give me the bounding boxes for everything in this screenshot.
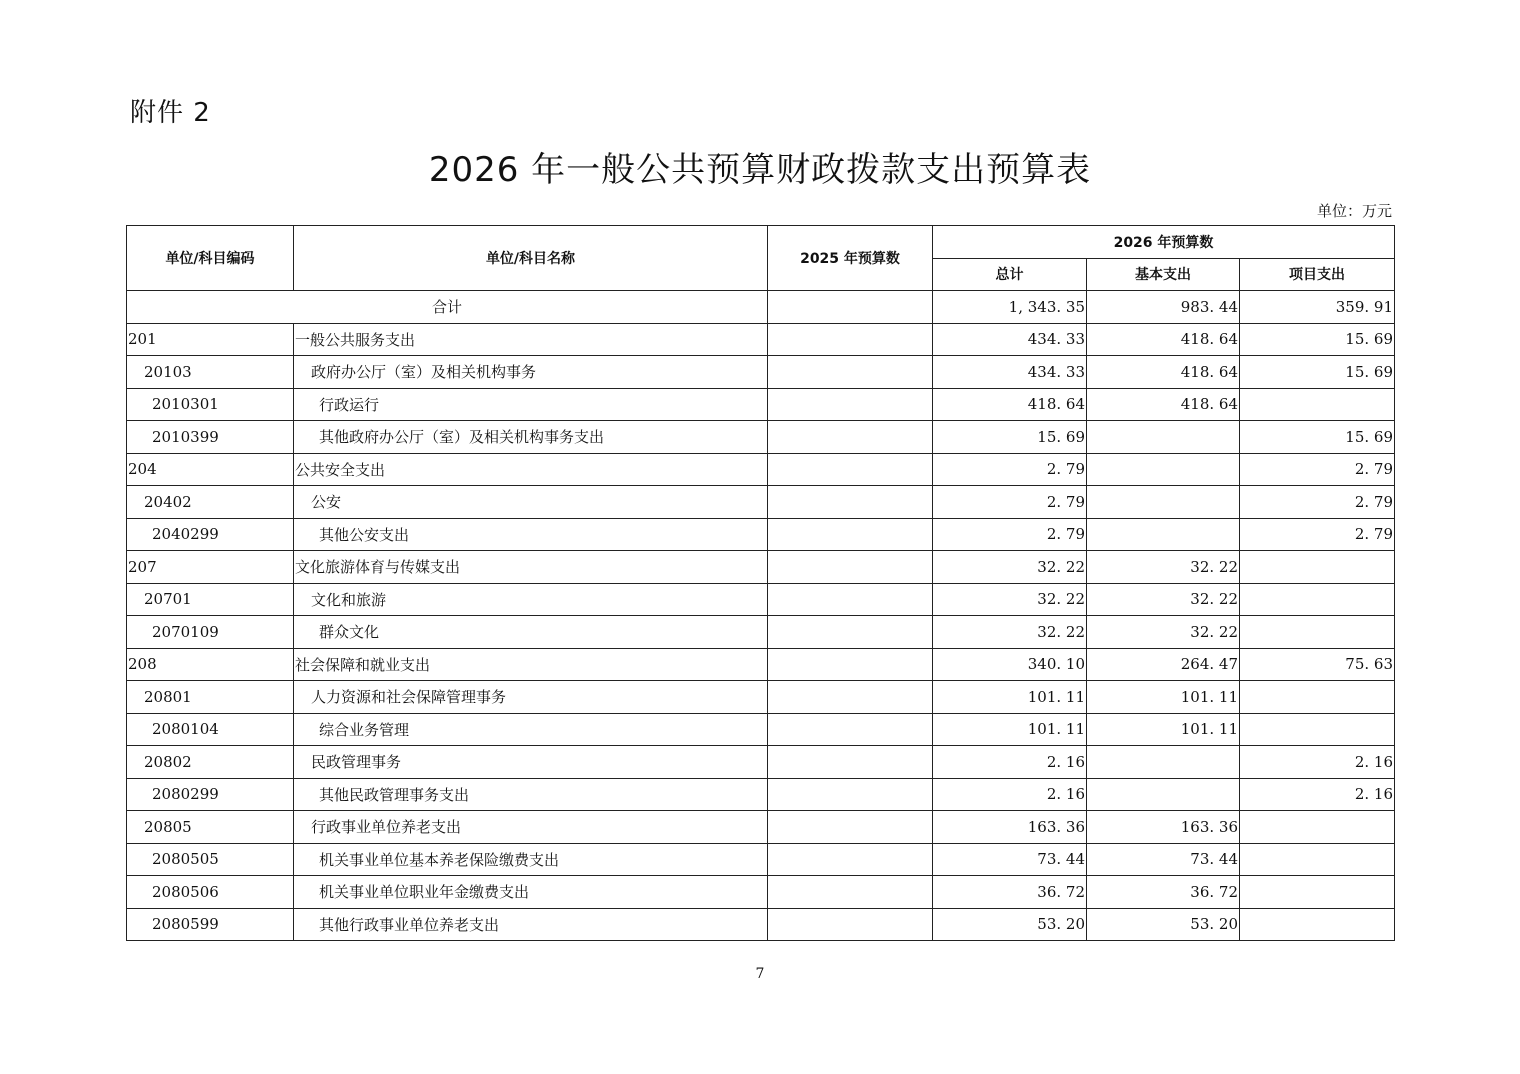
row-code: 20402 <box>127 486 294 519</box>
table-row <box>127 648 1395 681</box>
row-project <box>1240 551 1395 584</box>
row-total: 2. 16 <box>933 746 1087 779</box>
row-total: 101. 11 <box>933 681 1087 714</box>
table-body <box>127 291 1395 941</box>
row-prev-year <box>768 421 933 454</box>
row-code: 20103 <box>127 356 294 389</box>
row-basic: 36. 72 <box>1087 876 1240 909</box>
row-prev-year <box>768 908 933 941</box>
row-project <box>1240 908 1395 941</box>
row-code: 2010399 <box>127 421 294 454</box>
row-project: 2. 79 <box>1240 486 1395 519</box>
row-total: 32. 22 <box>933 551 1087 584</box>
row-total: 36. 72 <box>933 876 1087 909</box>
row-name: 群众文化 <box>294 616 768 649</box>
row-name: 公安 <box>294 486 768 519</box>
row-total: 2. 79 <box>933 518 1087 551</box>
total-row <box>127 291 1395 324</box>
row-basic <box>1087 486 1240 519</box>
header-curr-year: 2026 年预算数 <box>933 226 1395 259</box>
table-row <box>127 388 1395 421</box>
row-prev-year <box>768 486 933 519</box>
row-name: 民政管理事务 <box>294 746 768 779</box>
total-row-prev <box>768 291 933 324</box>
row-total: 15. 69 <box>933 421 1087 454</box>
row-name: 社会保障和就业支出 <box>294 648 768 681</box>
row-code: 207 <box>127 551 294 584</box>
attachment-label: 附件 2 <box>130 98 211 128</box>
row-basic <box>1087 518 1240 551</box>
row-total: 2. 79 <box>933 453 1087 486</box>
row-basic <box>1087 746 1240 779</box>
row-total: 434. 33 <box>933 323 1087 356</box>
row-total: 163. 36 <box>933 811 1087 844</box>
row-basic: 101. 11 <box>1087 713 1240 746</box>
row-code: 2080299 <box>127 778 294 811</box>
page-number: 7 <box>755 966 765 982</box>
row-name: 行政事业单位养老支出 <box>294 811 768 844</box>
row-name: 其他政府办公厅（室）及相关机构事务支出 <box>294 421 768 454</box>
row-code: 2070109 <box>127 616 294 649</box>
row-basic: 418. 64 <box>1087 388 1240 421</box>
row-name: 其他行政事业单位养老支出 <box>294 908 768 941</box>
row-total: 418. 64 <box>933 388 1087 421</box>
row-total: 101. 11 <box>933 713 1087 746</box>
row-code: 2080506 <box>127 876 294 909</box>
row-basic: 418. 64 <box>1087 356 1240 389</box>
row-total: 2. 16 <box>933 778 1087 811</box>
row-code: 20801 <box>127 681 294 714</box>
row-project: 2. 16 <box>1240 746 1395 779</box>
row-name: 政府办公厅（室）及相关机构事务 <box>294 356 768 389</box>
table-row <box>127 356 1395 389</box>
row-total: 73. 44 <box>933 843 1087 876</box>
table-row <box>127 908 1395 941</box>
row-project <box>1240 713 1395 746</box>
table-header <box>127 226 1395 291</box>
total-row-total: 1, 343. 35 <box>933 291 1087 324</box>
row-project: 2. 79 <box>1240 453 1395 486</box>
row-project <box>1240 681 1395 714</box>
row-code: 201 <box>127 323 294 356</box>
row-basic: 32. 22 <box>1087 616 1240 649</box>
row-basic: 264. 47 <box>1087 648 1240 681</box>
row-basic: 73. 44 <box>1087 843 1240 876</box>
row-prev-year <box>768 388 933 421</box>
table-row <box>127 843 1395 876</box>
row-total: 53. 20 <box>933 908 1087 941</box>
row-total: 340. 10 <box>933 648 1087 681</box>
unit-label: 单位：万元 <box>1316 202 1392 220</box>
row-basic: 418. 64 <box>1087 323 1240 356</box>
total-row-project: 359. 91 <box>1240 291 1395 324</box>
row-code: 20701 <box>127 583 294 616</box>
table-row <box>127 811 1395 844</box>
row-code: 2080104 <box>127 713 294 746</box>
row-project: 15. 69 <box>1240 421 1395 454</box>
row-prev-year <box>768 518 933 551</box>
row-basic <box>1087 421 1240 454</box>
table-row <box>127 616 1395 649</box>
row-project: 15. 69 <box>1240 323 1395 356</box>
row-basic <box>1087 778 1240 811</box>
total-row-label: 合计 <box>127 291 768 324</box>
row-name: 机关事业单位基本养老保险缴费支出 <box>294 843 768 876</box>
row-prev-year <box>768 681 933 714</box>
row-basic: 163. 36 <box>1087 811 1240 844</box>
table-row <box>127 551 1395 584</box>
row-code: 2040299 <box>127 518 294 551</box>
row-prev-year <box>768 713 933 746</box>
table-row <box>127 323 1395 356</box>
header-name: 单位/科目名称 <box>294 226 768 291</box>
table-row <box>127 486 1395 519</box>
row-code: 208 <box>127 648 294 681</box>
row-code: 2080505 <box>127 843 294 876</box>
row-project <box>1240 876 1395 909</box>
row-name: 文化和旅游 <box>294 583 768 616</box>
header-code: 单位/科目编码 <box>127 226 294 291</box>
table-row <box>127 746 1395 779</box>
row-name: 机关事业单位职业年金缴费支出 <box>294 876 768 909</box>
row-prev-year <box>768 551 933 584</box>
row-name: 综合业务管理 <box>294 713 768 746</box>
page-title: 2026 年一般公共预算财政拨款支出预算表 <box>428 150 1092 190</box>
row-name: 公共安全支出 <box>294 453 768 486</box>
row-name: 其他公安支出 <box>294 518 768 551</box>
row-code: 20805 <box>127 811 294 844</box>
row-name: 人力资源和社会保障管理事务 <box>294 681 768 714</box>
row-project <box>1240 811 1395 844</box>
row-project: 2. 16 <box>1240 778 1395 811</box>
row-project <box>1240 843 1395 876</box>
table-row <box>127 681 1395 714</box>
row-code: 2010301 <box>127 388 294 421</box>
table-row <box>127 518 1395 551</box>
row-prev-year <box>768 323 933 356</box>
table-row <box>127 583 1395 616</box>
header-basic: 基本支出 <box>1087 258 1240 291</box>
row-prev-year <box>768 746 933 779</box>
row-prev-year <box>768 356 933 389</box>
row-total: 2. 79 <box>933 486 1087 519</box>
row-name: 其他民政管理事务支出 <box>294 778 768 811</box>
row-basic: 101. 11 <box>1087 681 1240 714</box>
row-project <box>1240 616 1395 649</box>
row-prev-year <box>768 811 933 844</box>
row-name: 文化旅游体育与传媒支出 <box>294 551 768 584</box>
row-name: 一般公共服务支出 <box>294 323 768 356</box>
row-basic <box>1087 453 1240 486</box>
row-project <box>1240 388 1395 421</box>
row-prev-year <box>768 616 933 649</box>
row-total: 434. 33 <box>933 356 1087 389</box>
header-project: 项目支出 <box>1240 258 1395 291</box>
row-code: 20802 <box>127 746 294 779</box>
header-total: 总计 <box>933 258 1087 291</box>
row-project: 75. 63 <box>1240 648 1395 681</box>
table-row <box>127 778 1395 811</box>
row-project: 15. 69 <box>1240 356 1395 389</box>
row-prev-year <box>768 648 933 681</box>
row-prev-year <box>768 778 933 811</box>
budget-table <box>126 225 1395 941</box>
table-row <box>127 713 1395 746</box>
table-row <box>127 453 1395 486</box>
row-basic: 32. 22 <box>1087 551 1240 584</box>
row-basic: 53. 20 <box>1087 908 1240 941</box>
row-total: 32. 22 <box>933 616 1087 649</box>
row-basic: 32. 22 <box>1087 583 1240 616</box>
table-row <box>127 421 1395 454</box>
row-prev-year <box>768 453 933 486</box>
row-code: 2080599 <box>127 908 294 941</box>
total-row-basic: 983. 44 <box>1087 291 1240 324</box>
row-name: 行政运行 <box>294 388 768 421</box>
header-prev-year: 2025 年预算数 <box>768 226 933 291</box>
row-code: 204 <box>127 453 294 486</box>
row-prev-year <box>768 843 933 876</box>
row-prev-year <box>768 583 933 616</box>
row-project <box>1240 583 1395 616</box>
row-total: 32. 22 <box>933 583 1087 616</box>
table-row <box>127 876 1395 909</box>
row-project: 2. 79 <box>1240 518 1395 551</box>
row-prev-year <box>768 876 933 909</box>
